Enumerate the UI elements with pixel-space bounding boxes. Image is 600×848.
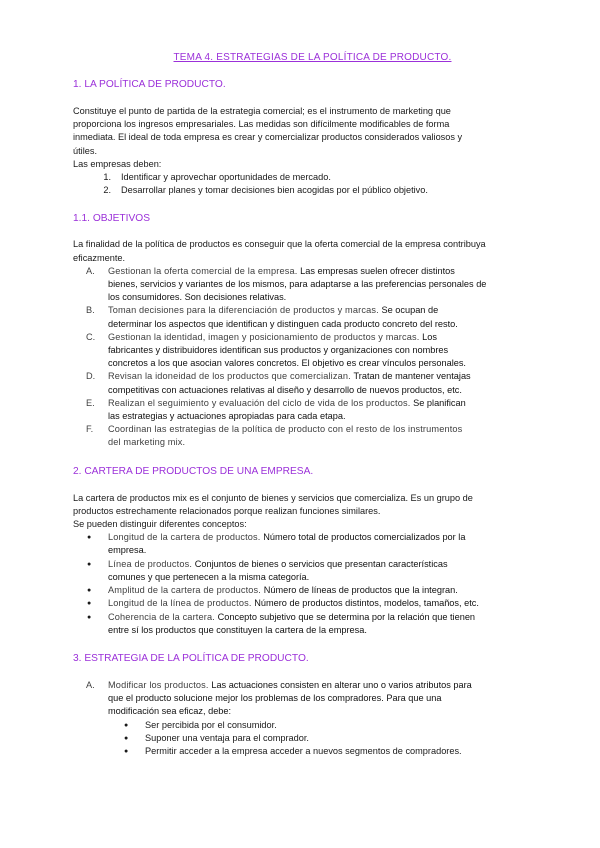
item-title: Longitud de la línea de productos. — [108, 598, 255, 609]
item-text: competitivas con actuaciones relativas al diseño y desarrollo de nuevos productos, etc. — [108, 384, 462, 395]
list-item — [87, 558, 538, 584]
text-line: útiles. — [73, 145, 98, 156]
list-item — [87, 531, 538, 557]
item-title: Gestionan la identidad, imagen y posicionamiento de productos y marcas. — [108, 331, 423, 342]
item-title: Realizan el seguimiento y evaluación del ciclo de vida de los productos. — [108, 397, 414, 408]
item-title: Coherencia de la cartera. — [108, 611, 218, 622]
bullet-icon: ● — [87, 534, 92, 542]
list-item — [86, 304, 538, 330]
item-text: empresa. — [108, 545, 147, 556]
item-title: Toman decisiones para la diferenciación de productos y marcas. — [108, 305, 382, 316]
section-3-heading: 3. ESTRATEGIA DE LA POLÍTICA DE PRODUCTO. — [73, 652, 309, 664]
section-2-paragraph — [73, 492, 538, 532]
bullet-list — [73, 531, 538, 637]
intro-line: Las empresas deben: — [73, 158, 162, 169]
list-item-text: Suponer una ventaja para el comprador. — [145, 732, 309, 743]
item-text: Las empresas suelen ofrecer distintos — [300, 265, 455, 276]
section-1-1-paragraph — [73, 238, 538, 264]
item-text: Conjuntos de bienes o servicios que presentan características — [194, 558, 448, 569]
item-text: Se planifican — [413, 397, 466, 408]
item-title: Modificar los productos. — [108, 679, 212, 690]
bullet-icon: ● — [124, 721, 129, 729]
item-text: Número de líneas de productos que la integran. — [263, 585, 458, 596]
lettered-list — [73, 265, 538, 450]
bullet-icon: ● — [87, 600, 92, 608]
text-line: Constituye el punto de partida de la estrategia comercial; es el instrumento de marketing que — [73, 106, 451, 116]
list-letter: A. — [86, 679, 95, 690]
document-title: TEMA 4. ESTRATEGIAS DE LA POLÍTICA DE PRODUCTO. — [173, 52, 452, 63]
list-item — [87, 597, 538, 610]
list-item — [87, 584, 538, 597]
list-item — [103, 171, 538, 184]
list-item — [86, 397, 538, 423]
list-item — [124, 732, 538, 745]
list-item — [87, 611, 538, 637]
bullet-icon: ● — [124, 734, 129, 742]
text-line: eficazmente. — [73, 252, 126, 263]
list-item-text: Ser percibida por el consumidor. — [145, 719, 277, 730]
numbered-list — [73, 171, 538, 197]
item-text: fabricantes y distribuidores identifican sus productos y organizaciones con nombres — [108, 345, 449, 356]
item-title: Longitud de la cartera de productos. — [108, 532, 264, 543]
list-letter: D. — [86, 371, 96, 382]
section-1-1-heading: 1.1. OBJETIVOS — [73, 213, 150, 225]
item-text: Concepto subjetivo que se determina por la relación que tienen — [217, 611, 476, 622]
item-text: las estrategias y actuaciones apropiadas para cada etapa. — [108, 411, 346, 422]
section-2-heading: 2. CARTERA DE PRODUCTOS DE UNA EMPRESA. — [73, 465, 314, 477]
item-text: Los — [422, 331, 437, 342]
item-text: los consumidores. Son decisiones relativas. — [108, 292, 287, 303]
list-item-text: Permitir acceder a la empresa acceder a nuevos segmentos de compradores. — [145, 745, 462, 756]
section-1-paragraph — [73, 105, 538, 171]
item-title: Amplitud de la cartera de productos. — [108, 585, 264, 596]
bullet-icon: ● — [87, 560, 92, 568]
item-text: entre sí los productos que constituyen la cartera de la empresa. — [108, 624, 367, 635]
list-item — [86, 679, 538, 719]
item-text: que el producto solucione mejor los problemas de los compradores. Para que una — [108, 693, 442, 704]
item-title: del marketing mix. — [108, 437, 186, 448]
list-letter: A. — [86, 265, 95, 276]
bullet-sublist — [73, 719, 538, 759]
text-line: La finalidad de la política de productos es conseguir que la oferta comercial de la empresa contribuya — [73, 239, 486, 250]
list-item — [86, 331, 538, 371]
list-number: 2. — [103, 185, 111, 196]
lettered-list — [73, 679, 538, 719]
list-item — [86, 423, 538, 449]
list-item-text: Identificar y aprovechar oportunidades de mercado. — [121, 172, 331, 183]
text-line: proporciona los ingresos empresariales. Las medidas son difícilmente modificables de forma — [73, 119, 450, 130]
item-text: bienes, servicios y variantes de los mismos, para adaptarse a las preferencias personales de — [108, 279, 487, 290]
item-text: concretos a los que asocian valores concretos. El objetivo es crear vínculos personales. — [108, 358, 466, 369]
text-line: La cartera de productos mix es el conjunto de bienes y servicios que comercializa. Es un grupo de — [73, 492, 473, 503]
list-item — [124, 745, 538, 758]
list-item — [124, 719, 538, 732]
section-1-heading: 1. LA POLÍTICA DE PRODUCTO. — [73, 79, 226, 90]
list-letter: E. — [86, 397, 95, 408]
list-item — [86, 265, 538, 305]
item-title: Coordinan las estrategias de la política de producto con el resto de los instrumentos — [108, 424, 463, 435]
item-text: Número de productos distintos, modelos, tamaños, etc. — [254, 598, 479, 609]
item-title: Revisan la idoneidad de los productos que comercializan. — [108, 371, 354, 382]
list-item-text: Desarrollar planes y tomar decisiones bien acogidas por el público objetivo. — [121, 185, 428, 196]
item-text: Se ocupan de — [381, 305, 439, 316]
bullet-icon: ● — [124, 747, 129, 755]
item-text: comunes y que pertenecen a la misma categoría. — [108, 571, 310, 582]
bullet-icon: ● — [87, 587, 92, 595]
bullet-icon: ● — [87, 613, 92, 621]
list-number: 1. — [103, 172, 111, 183]
text-line: Se pueden distinguir diferentes conceptos: — [73, 519, 247, 530]
item-title: Línea de productos. — [108, 558, 195, 569]
list-item — [103, 184, 538, 197]
item-text: Número total de productos comercializados por la — [263, 532, 466, 543]
item-text: Tratan de mantener ventajas — [353, 371, 471, 382]
item-text: Las actuaciones consisten en alterar uno o varios atributos para — [211, 679, 472, 690]
list-letter: F. — [86, 424, 94, 435]
text-line: productos estrechamente relacionados porque realizan funciones similares. — [73, 505, 381, 516]
list-letter: C. — [86, 331, 96, 342]
item-title: Gestionan la oferta comercial de la empresa. — [108, 265, 301, 276]
text-line: inmediata. El ideal de toda empresa es crear y comercializar productos considerados valiosos y — [73, 132, 463, 143]
item-text: determinar los aspectos que identifican y distinguen cada producto concreto del resto. — [108, 318, 458, 329]
list-item — [86, 370, 538, 396]
list-letter: B. — [86, 305, 95, 316]
item-text: modificación sea eficaz, debe: — [108, 706, 232, 717]
